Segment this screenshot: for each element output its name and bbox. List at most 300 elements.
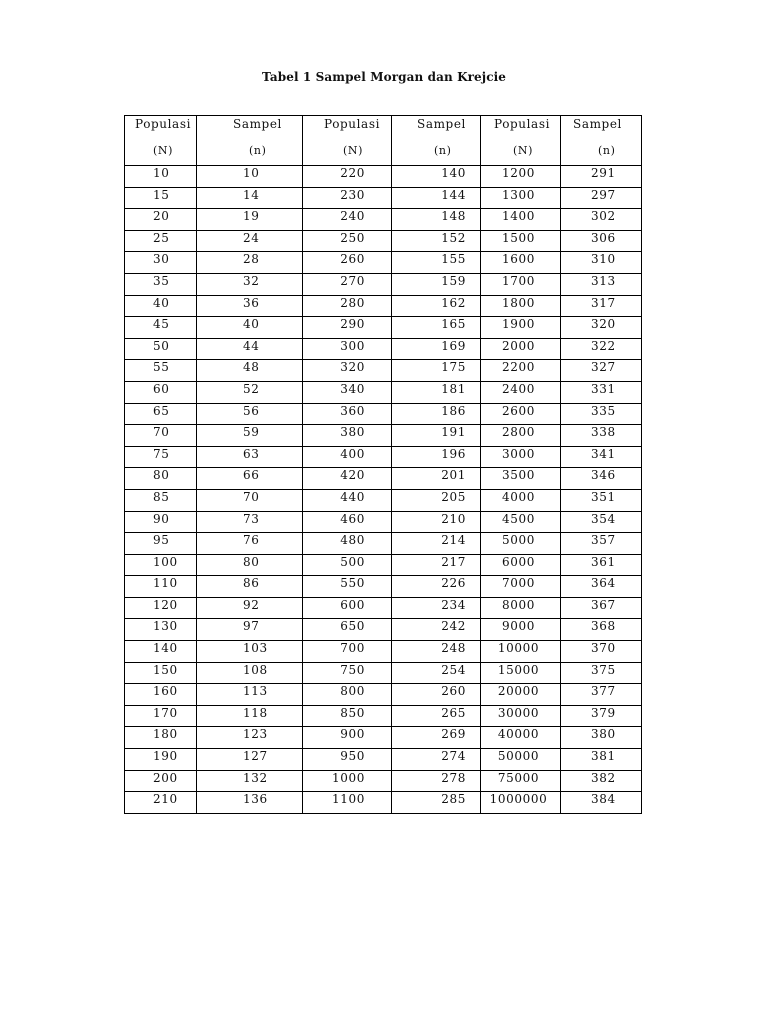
cell-populasi <box>303 360 392 382</box>
cell-value: 269 <box>441 727 466 742</box>
cell-value: 32 <box>243 273 260 288</box>
cell-sampel <box>392 425 481 447</box>
table-row <box>125 662 642 684</box>
cell-populasi <box>303 489 392 511</box>
cell-value: 338 <box>591 425 616 440</box>
cell-value: 45 <box>153 317 170 332</box>
header-cell-populasi <box>481 116 561 166</box>
cell-value: 357 <box>591 533 616 548</box>
cell-sampel <box>197 273 303 295</box>
cell-sampel <box>392 770 481 792</box>
cell-value: 850 <box>340 705 365 720</box>
cell-value: 302 <box>591 209 616 224</box>
cell-populasi <box>303 425 392 447</box>
cell-sampel <box>561 425 642 447</box>
cell-populasi <box>303 641 392 663</box>
table-row <box>125 360 642 382</box>
cell-sampel <box>561 792 642 814</box>
cell-value: 50 <box>153 338 170 353</box>
cell-value: 600 <box>340 597 365 612</box>
cell-value: 265 <box>441 705 466 720</box>
cell-sampel <box>392 705 481 727</box>
cell-value: 210 <box>153 792 178 807</box>
cell-populasi <box>303 619 392 641</box>
table-row <box>125 554 642 576</box>
cell-value: 248 <box>441 641 466 656</box>
table-row <box>125 533 642 555</box>
cell-sampel <box>392 489 481 511</box>
cell-populasi <box>125 403 197 425</box>
cell-populasi <box>481 792 561 814</box>
header-label: Populasi <box>324 117 381 131</box>
header-cell-sampel <box>197 116 303 166</box>
cell-value: 950 <box>340 749 365 764</box>
table-row <box>125 597 642 619</box>
cell-sampel <box>197 727 303 749</box>
cell-value: 103 <box>243 641 268 656</box>
table-row <box>125 749 642 771</box>
cell-value: 85 <box>153 489 170 504</box>
cell-sampel <box>197 684 303 706</box>
cell-value: 310 <box>591 252 616 267</box>
cell-populasi <box>125 381 197 403</box>
cell-value: 341 <box>591 446 616 461</box>
cell-value: 290 <box>340 317 365 332</box>
cell-populasi <box>481 576 561 598</box>
header-label: Sampel <box>417 117 466 131</box>
cell-value: 100 <box>153 554 178 569</box>
cell-sampel <box>561 209 642 231</box>
cell-value: 175 <box>441 360 466 375</box>
cell-value: 180 <box>153 727 178 742</box>
cell-populasi <box>125 187 197 209</box>
cell-sampel <box>392 338 481 360</box>
cell-sampel <box>392 597 481 619</box>
cell-value: 367 <box>591 597 616 612</box>
cell-value: 20 <box>153 209 170 224</box>
cell-populasi <box>125 619 197 641</box>
cell-value: 230 <box>340 187 365 202</box>
cell-sampel <box>197 295 303 317</box>
cell-populasi <box>303 403 392 425</box>
table-row <box>125 619 642 641</box>
cell-value: 370 <box>591 641 616 656</box>
cell-sampel <box>561 619 642 641</box>
cell-sampel <box>197 489 303 511</box>
table-row <box>125 727 642 749</box>
sample-size-table <box>124 115 642 814</box>
cell-value: 76 <box>243 533 260 548</box>
table-row <box>125 230 642 252</box>
cell-value: 285 <box>441 792 466 807</box>
cell-populasi <box>481 425 561 447</box>
cell-populasi <box>303 252 392 274</box>
cell-value: 152 <box>441 230 466 245</box>
table-row <box>125 338 642 360</box>
cell-sampel <box>392 792 481 814</box>
cell-sampel <box>197 619 303 641</box>
cell-populasi <box>125 662 197 684</box>
cell-value: 420 <box>340 468 365 483</box>
cell-sampel <box>197 209 303 231</box>
cell-populasi <box>303 230 392 252</box>
cell-sampel <box>392 446 481 468</box>
cell-populasi <box>125 684 197 706</box>
cell-value: 320 <box>591 317 616 332</box>
cell-sampel <box>561 641 642 663</box>
cell-value: 274 <box>441 749 466 764</box>
cell-sampel <box>392 749 481 771</box>
cell-value: 381 <box>591 749 616 764</box>
cell-sampel <box>392 662 481 684</box>
cell-value: 800 <box>340 684 365 699</box>
cell-value: 108 <box>243 662 268 677</box>
cell-populasi <box>303 209 392 231</box>
cell-value: 550 <box>340 576 365 591</box>
cell-sampel <box>197 597 303 619</box>
cell-populasi <box>481 295 561 317</box>
cell-populasi <box>303 187 392 209</box>
cell-populasi <box>125 705 197 727</box>
cell-sampel <box>197 381 303 403</box>
cell-value: 7000 <box>502 576 535 591</box>
cell-value: 361 <box>591 554 616 569</box>
cell-populasi <box>481 166 561 188</box>
header-label: Populasi <box>494 117 551 131</box>
cell-value: 1100 <box>332 792 365 807</box>
cell-sampel <box>197 360 303 382</box>
cell-sampel <box>197 705 303 727</box>
cell-sampel <box>561 273 642 295</box>
cell-value: 377 <box>591 684 616 699</box>
cell-sampel <box>561 554 642 576</box>
cell-value: 14 <box>243 187 260 202</box>
cell-sampel <box>392 576 481 598</box>
cell-sampel <box>197 554 303 576</box>
header-cell-sampel <box>392 116 481 166</box>
cell-populasi <box>125 533 197 555</box>
cell-value: 200 <box>153 770 178 785</box>
cell-sampel <box>561 489 642 511</box>
cell-populasi <box>125 317 197 339</box>
cell-value: 30 <box>153 252 170 267</box>
cell-populasi <box>125 511 197 533</box>
table-row <box>125 489 642 511</box>
cell-value: 5000 <box>502 533 535 548</box>
cell-value: 190 <box>153 749 178 764</box>
cell-value: 380 <box>340 425 365 440</box>
cell-value: 214 <box>441 533 466 548</box>
cell-sampel <box>561 576 642 598</box>
cell-populasi <box>303 533 392 555</box>
cell-populasi <box>125 554 197 576</box>
cell-value: 6000 <box>502 554 535 569</box>
cell-value: 8000 <box>502 597 535 612</box>
cell-value: 201 <box>441 468 466 483</box>
cell-populasi <box>303 684 392 706</box>
cell-sampel <box>392 641 481 663</box>
cell-populasi <box>125 360 197 382</box>
table-row <box>125 209 642 231</box>
cell-populasi <box>303 317 392 339</box>
cell-value: 400 <box>340 446 365 461</box>
cell-sampel <box>197 230 303 252</box>
cell-value: 351 <box>591 489 616 504</box>
cell-populasi <box>303 273 392 295</box>
cell-populasi <box>125 295 197 317</box>
cell-value: 4500 <box>502 511 535 526</box>
cell-populasi <box>481 554 561 576</box>
table-row <box>125 770 642 792</box>
cell-populasi <box>481 597 561 619</box>
cell-populasi <box>125 252 197 274</box>
cell-sampel <box>561 468 642 490</box>
cell-value: 191 <box>441 425 466 440</box>
cell-value: 15000 <box>497 662 540 677</box>
cell-sampel <box>561 446 642 468</box>
cell-sampel <box>197 446 303 468</box>
cell-value: 15 <box>153 187 170 202</box>
cell-populasi <box>125 792 197 814</box>
cell-sampel <box>392 209 481 231</box>
cell-populasi <box>303 295 392 317</box>
cell-populasi <box>303 576 392 598</box>
cell-populasi <box>125 338 197 360</box>
cell-value: 66 <box>243 468 260 483</box>
cell-value: 297 <box>591 187 616 202</box>
cell-value: 1800 <box>502 295 535 310</box>
cell-value: 346 <box>591 468 616 483</box>
cell-sampel <box>561 381 642 403</box>
cell-sampel <box>197 576 303 598</box>
cell-populasi <box>481 446 561 468</box>
cell-populasi <box>125 576 197 598</box>
cell-populasi <box>481 489 561 511</box>
cell-sampel <box>197 749 303 771</box>
cell-sampel <box>392 381 481 403</box>
table-row <box>125 446 642 468</box>
cell-sampel <box>561 511 642 533</box>
cell-value: 136 <box>243 792 268 807</box>
cell-value: 120 <box>153 597 178 612</box>
cell-sampel <box>392 468 481 490</box>
cell-value: 270 <box>340 273 365 288</box>
cell-value: 1000000 <box>489 792 548 807</box>
cell-value: 280 <box>340 295 365 310</box>
cell-sampel <box>197 792 303 814</box>
cell-sampel <box>561 230 642 252</box>
cell-value: 240 <box>340 209 365 224</box>
cell-populasi <box>481 619 561 641</box>
cell-value: 86 <box>243 576 260 591</box>
cell-sampel <box>197 425 303 447</box>
cell-value: 132 <box>243 770 268 785</box>
cell-sampel <box>392 230 481 252</box>
cell-value: 181 <box>441 381 466 396</box>
cell-value: 159 <box>441 273 466 288</box>
cell-sampel <box>561 705 642 727</box>
cell-value: 254 <box>441 662 466 677</box>
cell-value: 500 <box>340 554 365 569</box>
cell-sampel <box>197 662 303 684</box>
cell-value: 750 <box>340 662 365 677</box>
cell-value: 1900 <box>502 317 535 332</box>
cell-value: 1700 <box>502 273 535 288</box>
cell-value: 160 <box>153 684 178 699</box>
cell-value: 162 <box>441 295 466 310</box>
cell-populasi <box>481 338 561 360</box>
cell-value: 317 <box>591 295 616 310</box>
cell-sampel <box>561 662 642 684</box>
header-sub-label: (N) <box>343 144 364 157</box>
cell-value: 155 <box>441 252 466 267</box>
cell-value: 3000 <box>502 446 535 461</box>
table-header-row <box>125 116 642 166</box>
table-row <box>125 187 642 209</box>
cell-value: 25 <box>153 230 170 245</box>
cell-populasi <box>481 187 561 209</box>
cell-sampel <box>392 187 481 209</box>
cell-sampel <box>392 619 481 641</box>
table-row <box>125 576 642 598</box>
cell-populasi <box>125 273 197 295</box>
cell-sampel <box>392 554 481 576</box>
cell-sampel <box>392 727 481 749</box>
cell-sampel <box>392 252 481 274</box>
cell-value: 220 <box>340 166 365 180</box>
header-cell-sampel <box>561 116 642 166</box>
cell-value: 40 <box>153 295 170 310</box>
cell-value: 1600 <box>502 252 535 267</box>
header-label: Sampel <box>573 117 622 131</box>
cell-value: 379 <box>591 705 616 720</box>
cell-populasi <box>125 230 197 252</box>
cell-sampel <box>561 533 642 555</box>
cell-populasi <box>303 166 392 188</box>
cell-populasi <box>481 317 561 339</box>
cell-value: 169 <box>441 338 466 353</box>
cell-populasi <box>303 554 392 576</box>
cell-value: 55 <box>153 360 170 375</box>
cell-value: 2600 <box>502 403 535 418</box>
header-sub-label: (n) <box>249 144 267 157</box>
cell-value: 360 <box>340 403 365 418</box>
cell-populasi <box>481 533 561 555</box>
cell-sampel <box>561 338 642 360</box>
cell-sampel <box>197 403 303 425</box>
cell-value: 170 <box>153 705 178 720</box>
cell-value: 70 <box>153 425 170 440</box>
cell-value: 40 <box>243 317 260 332</box>
cell-value: 480 <box>340 533 365 548</box>
cell-populasi <box>481 360 561 382</box>
cell-value: 70 <box>243 489 260 504</box>
cell-sampel <box>561 749 642 771</box>
cell-value: 1000 <box>332 770 365 785</box>
cell-populasi <box>303 381 392 403</box>
cell-value: 331 <box>591 381 616 396</box>
cell-value: 380 <box>591 727 616 742</box>
cell-value: 9000 <box>502 619 535 634</box>
cell-value: 110 <box>153 576 178 591</box>
cell-value: 306 <box>591 230 616 245</box>
cell-value: 700 <box>340 641 365 656</box>
table-row <box>125 273 642 295</box>
cell-value: 2000 <box>502 338 535 353</box>
cell-value: 80 <box>153 468 170 483</box>
cell-value: 196 <box>441 446 466 461</box>
cell-sampel <box>561 317 642 339</box>
cell-value: 217 <box>441 554 466 569</box>
cell-value: 10 <box>153 166 170 180</box>
cell-populasi <box>481 381 561 403</box>
table-row <box>125 425 642 447</box>
cell-value: 150 <box>153 662 178 677</box>
header-sub-label: (N) <box>513 144 534 157</box>
cell-value: 90 <box>153 511 170 526</box>
cell-value: 382 <box>591 770 616 785</box>
cell-populasi <box>125 489 197 511</box>
cell-sampel <box>392 533 481 555</box>
cell-populasi <box>125 166 197 188</box>
cell-value: 19 <box>243 209 260 224</box>
cell-populasi <box>303 662 392 684</box>
cell-sampel <box>197 187 303 209</box>
cell-value: 148 <box>441 209 466 224</box>
cell-value: 140 <box>153 641 178 656</box>
cell-value: 322 <box>591 338 616 353</box>
cell-value: 278 <box>441 770 466 785</box>
cell-populasi <box>125 209 197 231</box>
table-row <box>125 468 642 490</box>
cell-value: 60 <box>153 381 170 396</box>
cell-value: 165 <box>441 317 466 332</box>
cell-value: 40000 <box>497 727 540 742</box>
table-row <box>125 641 642 663</box>
cell-value: 36 <box>243 295 260 310</box>
cell-value: 900 <box>340 727 365 742</box>
cell-populasi <box>481 641 561 663</box>
cell-value: 63 <box>243 446 260 461</box>
table-body <box>125 116 642 814</box>
cell-value: 123 <box>243 727 268 742</box>
cell-sampel <box>561 166 642 188</box>
cell-value: 56 <box>243 403 260 418</box>
cell-value: 384 <box>591 792 616 807</box>
cell-value: 30000 <box>497 705 540 720</box>
cell-value: 242 <box>441 619 466 634</box>
cell-populasi <box>125 446 197 468</box>
cell-value: 48 <box>243 360 260 375</box>
cell-value: 650 <box>340 619 365 634</box>
cell-populasi <box>481 252 561 274</box>
cell-value: 10000 <box>497 641 540 656</box>
cell-value: 65 <box>153 403 170 418</box>
cell-value: 97 <box>243 619 260 634</box>
table-row <box>125 403 642 425</box>
cell-sampel <box>197 533 303 555</box>
cell-populasi <box>481 727 561 749</box>
table-title: Tabel 1 Sampel Morgan dan Krejcie <box>261 70 507 84</box>
cell-value: 2800 <box>502 425 535 440</box>
cell-value: 2400 <box>502 381 535 396</box>
table-row <box>125 317 642 339</box>
cell-value: 75000 <box>497 770 540 785</box>
cell-value: 440 <box>340 489 365 504</box>
cell-value: 35 <box>153 273 170 288</box>
cell-populasi <box>481 770 561 792</box>
cell-populasi <box>481 511 561 533</box>
